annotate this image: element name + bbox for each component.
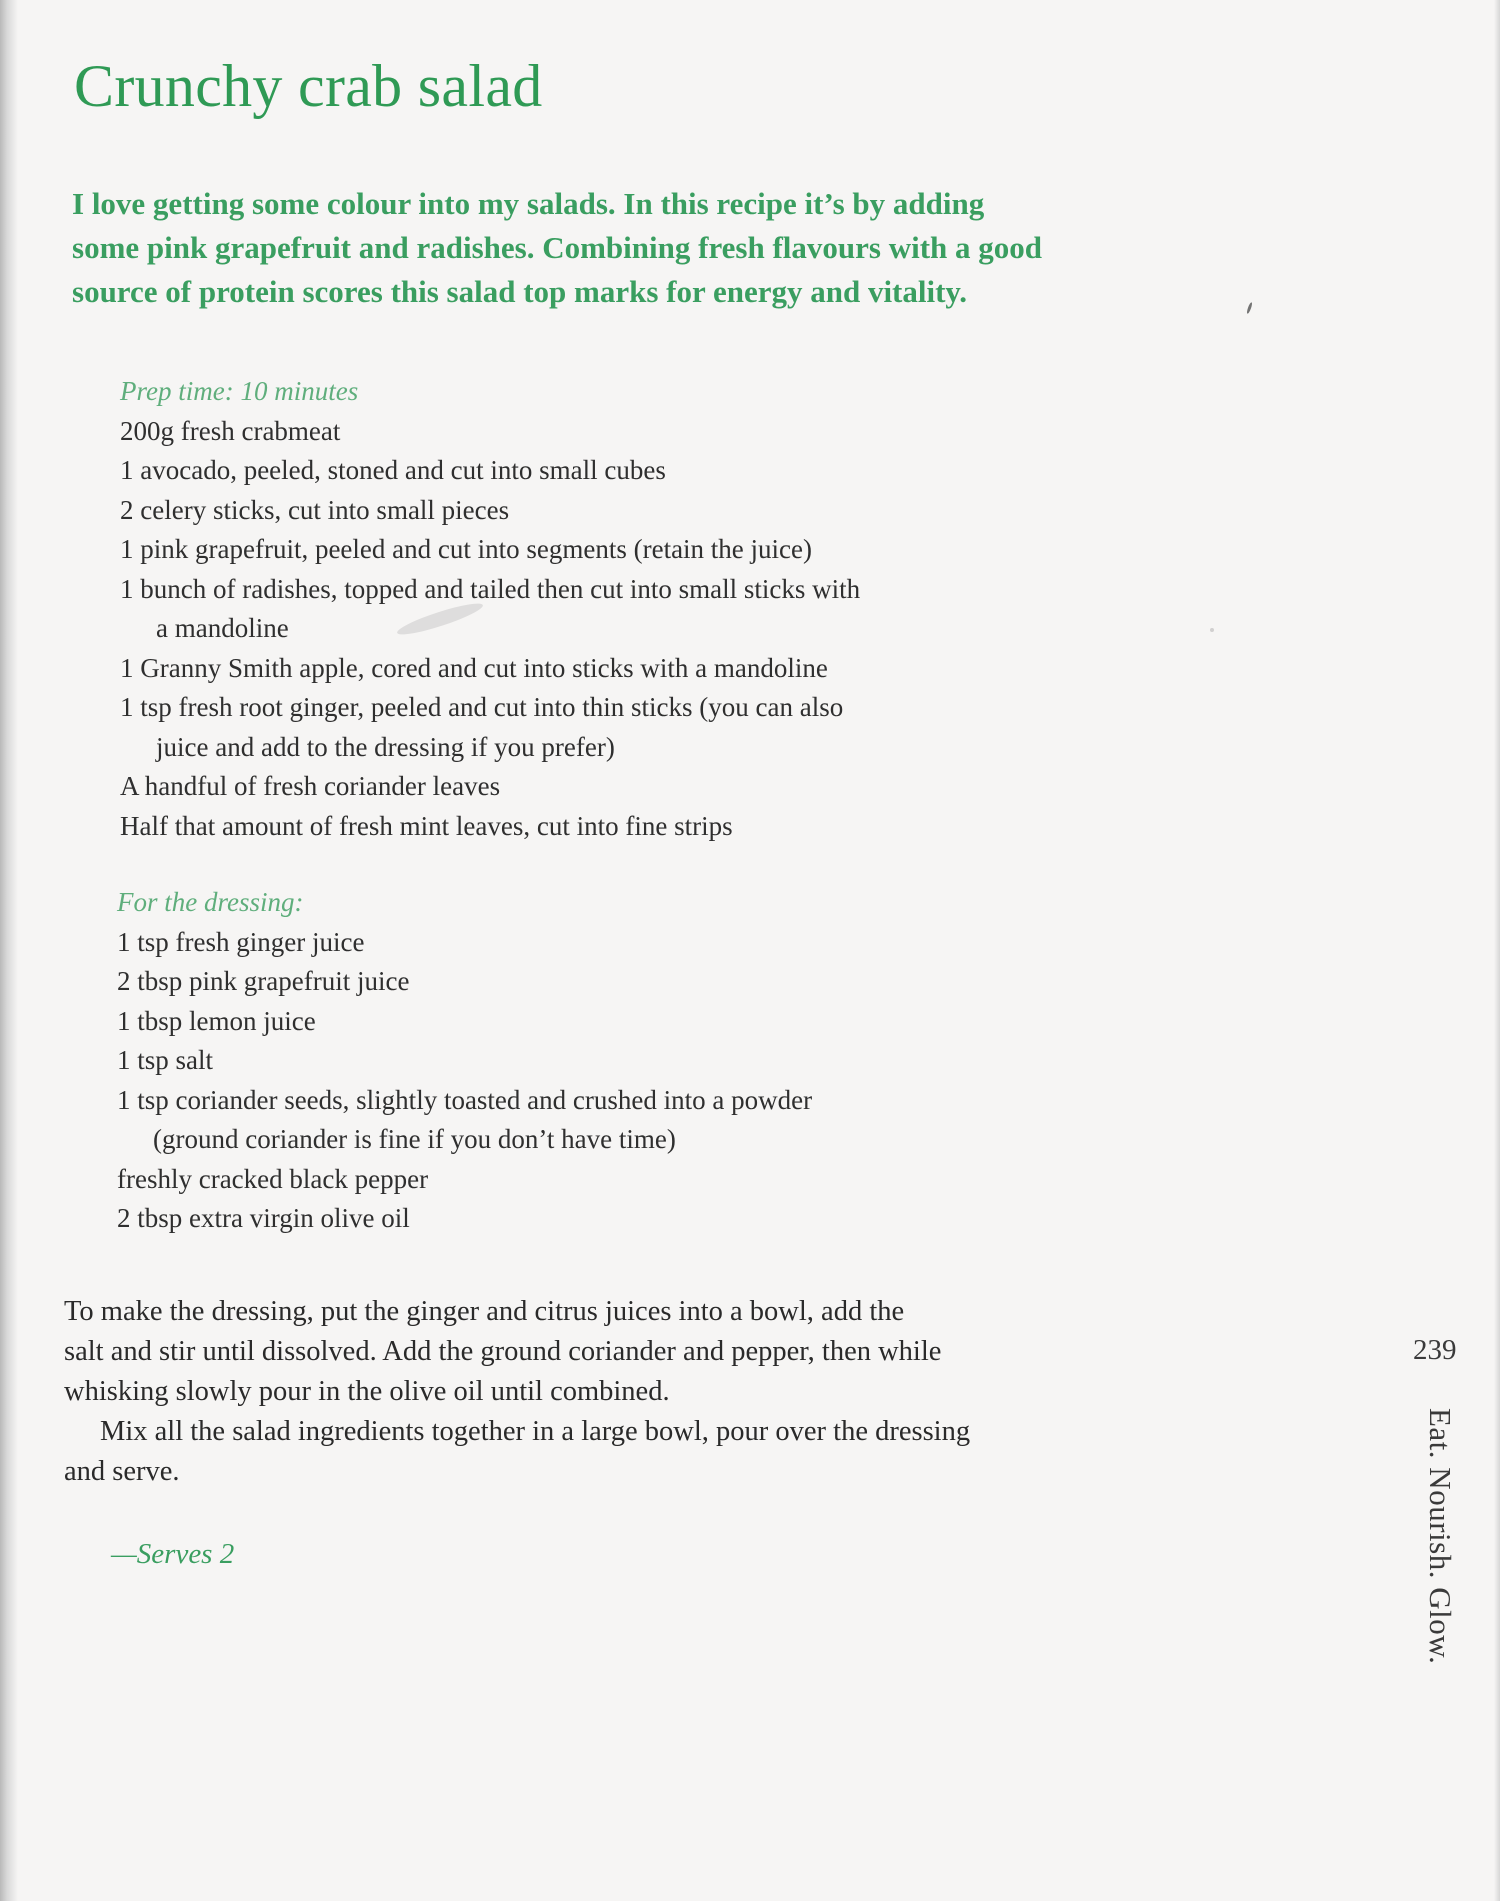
print-speck — [1210, 628, 1214, 632]
dressing-item: 1 tsp salt — [117, 1045, 214, 1075]
running-book-title: Eat. Nourish. Glow. — [1423, 1408, 1458, 1665]
dressing-list — [117, 883, 1117, 1239]
ingredient-item: 1 pink grapefruit, peeled and cut into segments (retain the juice) — [120, 534, 813, 564]
method-text — [64, 1292, 1244, 1492]
method-line: whisking slowly pour in the olive oil until combined. — [64, 1376, 670, 1407]
ingredient-item: 1 bunch of radishes, topped and tailed then cut into small sticks with — [120, 573, 861, 604]
ingredient-item: A handful of fresh coriander leaves — [120, 771, 501, 801]
recipe-title: Crunchy crab salad — [74, 53, 543, 119]
ingredient-item: 1 avocado, peeled, stoned and cut into small cubes — [120, 455, 666, 485]
dressing-item: 2 tbsp extra virgin olive oil — [117, 1203, 410, 1233]
ingredient-item-continuation: a mandoline — [156, 613, 289, 643]
ingredient-item: 1 tsp fresh root ginger, peeled and cut into thin sticks (you can also — [120, 692, 844, 722]
ingredient-item: 200g fresh crabmeat — [120, 415, 341, 446]
recipe-intro — [72, 182, 1252, 314]
method-line: salt and stir until dissolved. Add the ground coriander and pepper, then while — [64, 1336, 942, 1367]
dressing-item-continuation: (ground coriander is fine if you don’t have time) — [153, 1124, 676, 1154]
dressing-item: freshly cracked black pepper — [117, 1163, 429, 1194]
dressing-item: 2 tbsp pink grapefruit juice — [117, 966, 410, 996]
serves-note: —Serves 2 — [111, 1538, 235, 1570]
page-gutter-shadow — [0, 0, 18, 1901]
dressing-item: 1 tsp fresh ginger juice — [117, 926, 365, 957]
ingredient-item: 1 Granny Smith apple, cored and cut into sticks with a mandoline — [120, 652, 828, 683]
dressing-item: 1 tbsp lemon juice — [117, 1005, 316, 1036]
prep-time: Prep time: 10 minutes — [120, 376, 359, 406]
method-line: and serve. — [64, 1456, 180, 1487]
page-number: 239 — [1413, 1334, 1457, 1366]
ingredients-list — [120, 372, 1120, 846]
intro-line: some pink grapefruit and radishes. Combining fresh flavours with a good — [72, 230, 1043, 265]
method-line: Mix all the salad ingredients together in a large bowl, pour over the dressing — [100, 1416, 971, 1447]
ingredient-item: 2 celery sticks, cut into small pieces — [120, 494, 510, 525]
dressing-heading: For the dressing: — [117, 887, 304, 917]
ingredient-item: Half that amount of fresh mint leaves, cut into fine strips — [120, 810, 733, 841]
method-line: To make the dressing, put the ginger and citrus juices into a bowl, add the — [64, 1296, 905, 1327]
intro-line: I love getting some colour into my salads. In this recipe it’s by adding — [72, 186, 985, 221]
intro-line: source of protein scores this salad top marks for energy and vitality. — [72, 274, 967, 309]
page-edge — [1494, 0, 1500, 1901]
ingredient-item-continuation: juice and add to the dressing if you prefer) — [156, 731, 615, 762]
dressing-item: 1 tsp coriander seeds, slightly toasted and crushed into a powder — [117, 1084, 813, 1115]
